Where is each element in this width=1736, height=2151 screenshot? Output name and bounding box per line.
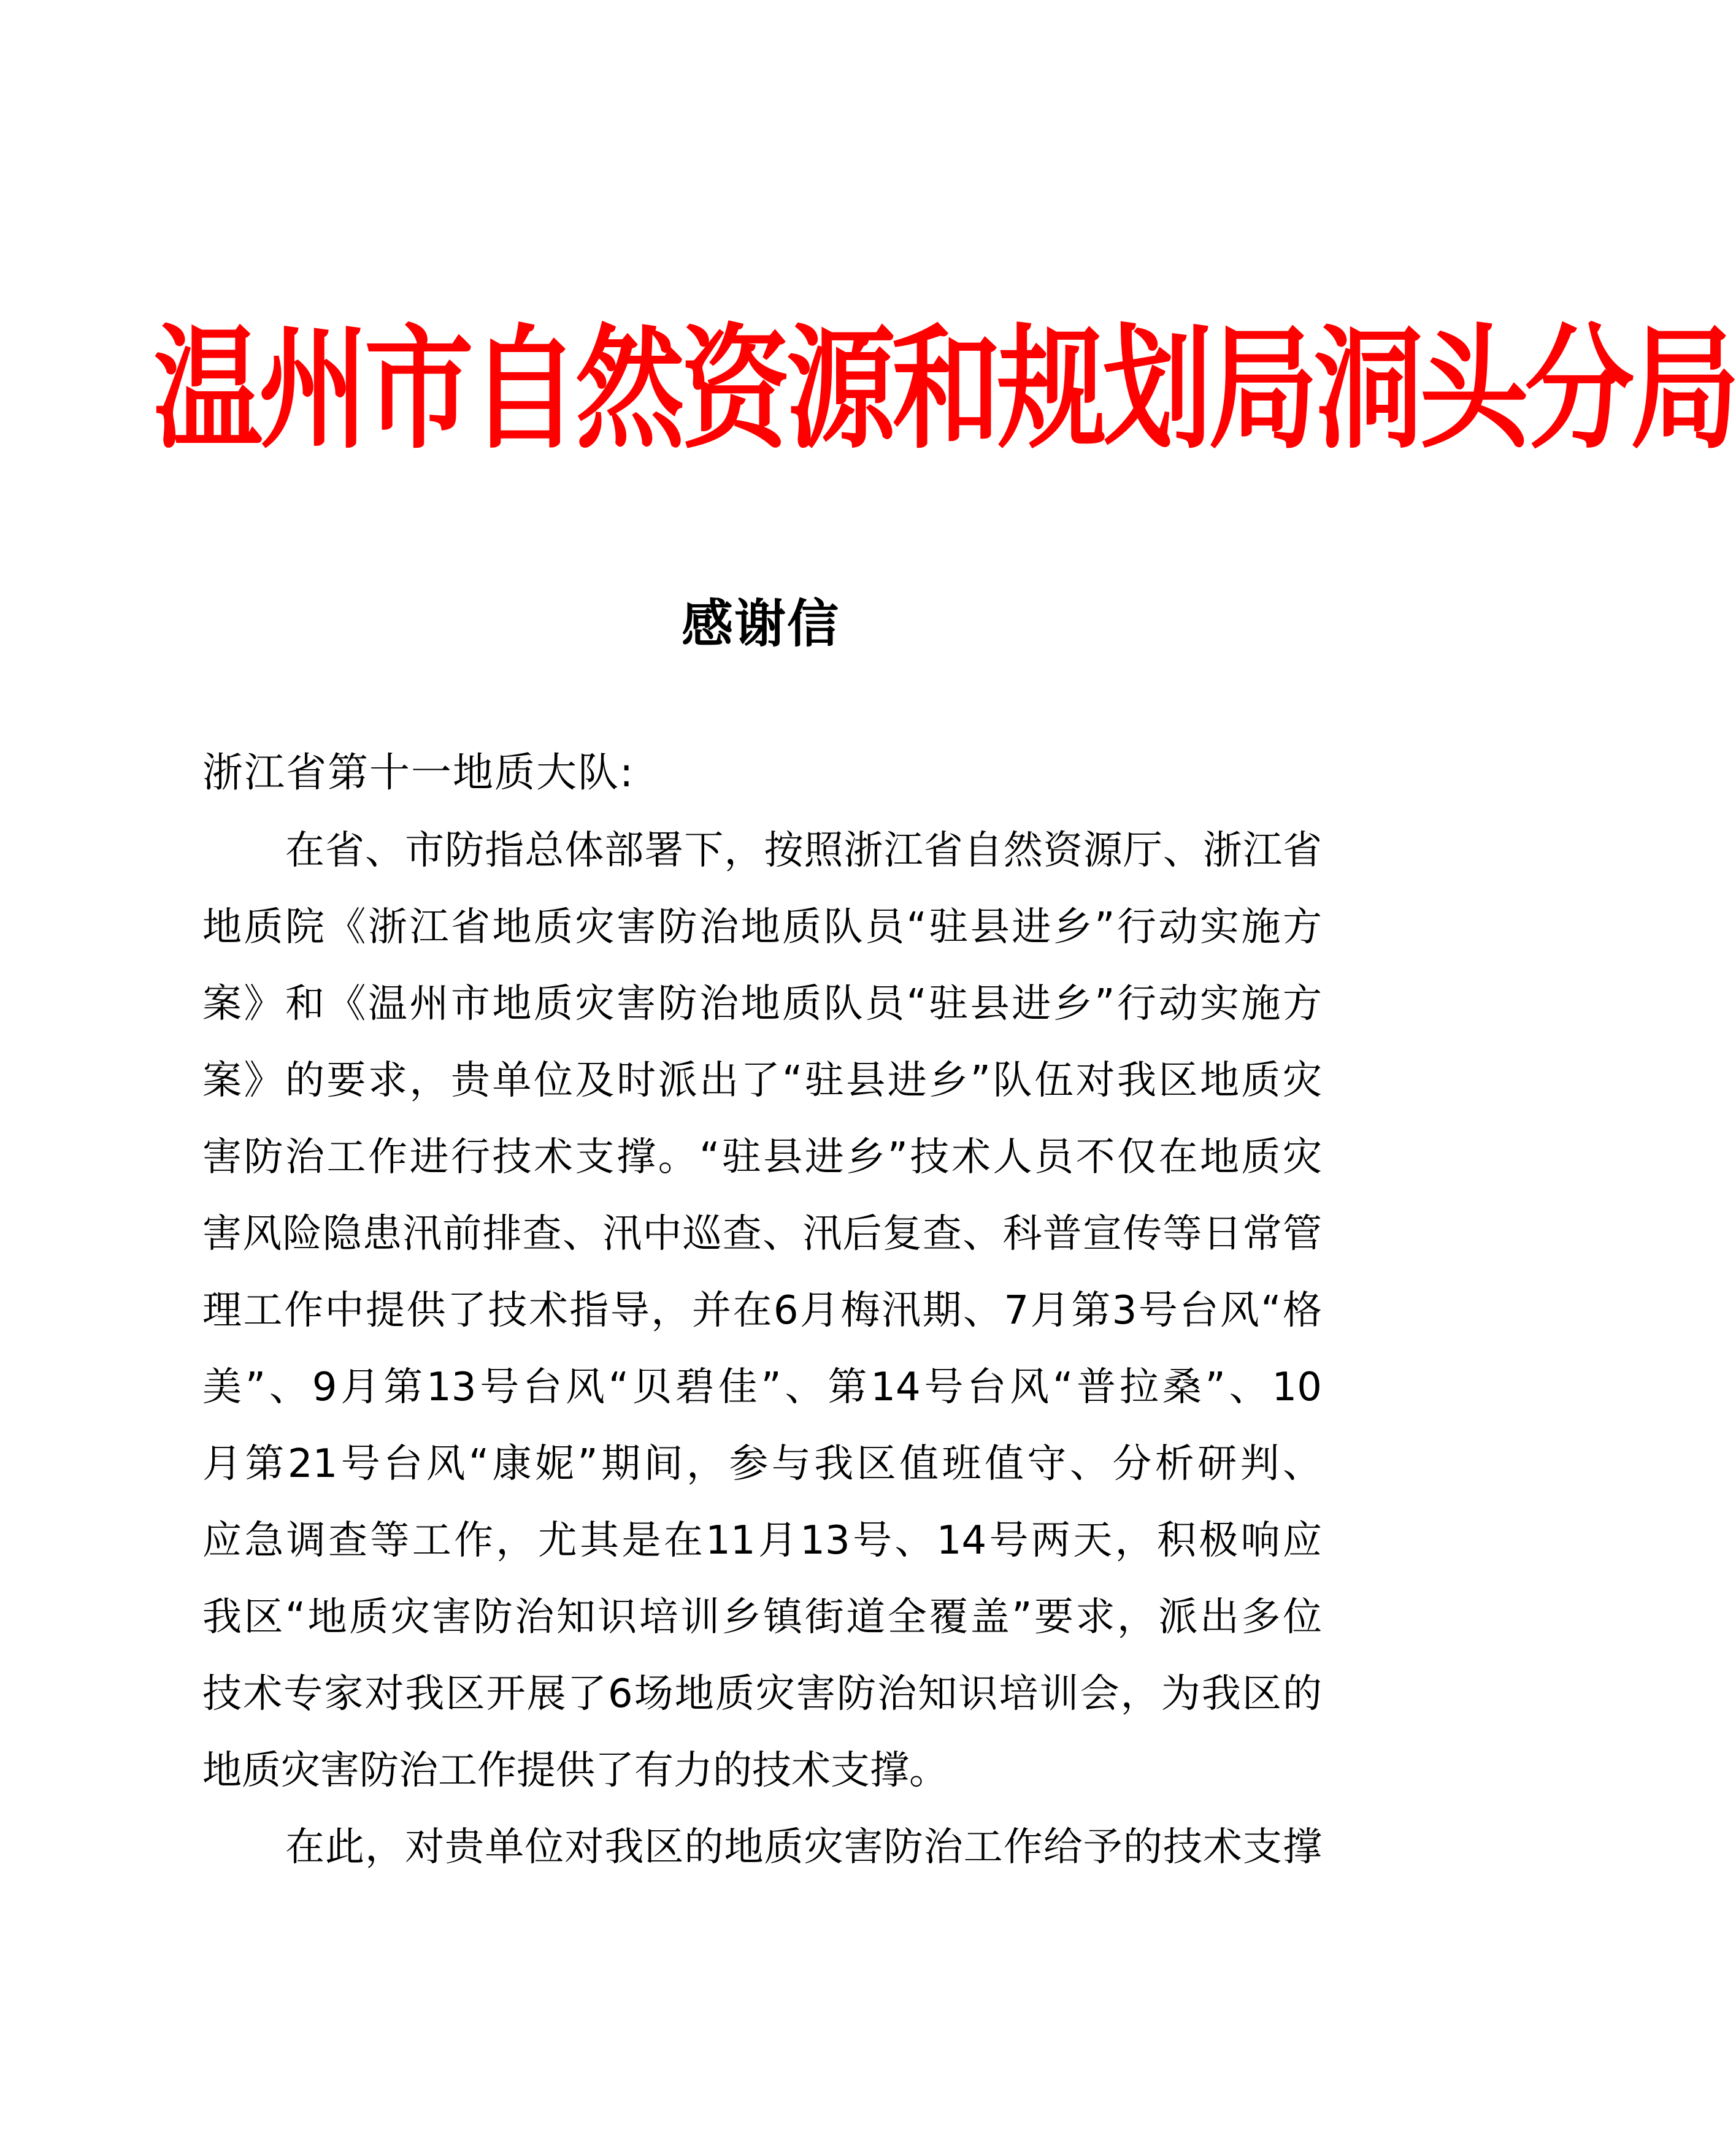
salutation: 浙江省第十一地质大队: [202, 749, 635, 796]
letter-title: 感谢信 [681, 593, 840, 654]
body-line: 在此，对贵单位对我区的地质灾害防治工作给予的技术支撑 [285, 1825, 1322, 1870]
body-line: 理工作中提供了技术指导，并在6月梅汛期、7月第3号台风“格 [202, 1288, 1322, 1333]
body-line: 案》的要求，贵单位及时派出了“驻县进乡”队伍对我区地质灾 [202, 1058, 1322, 1103]
organization-header: 温州市自然资源和规划局洞头分局 [153, 310, 1736, 467]
body-line: 地质院《浙江省地质灾害防治地质队员“驻县进乡”行动实施方 [202, 905, 1322, 950]
body-line: 在省、市防指总体部署下，按照浙江省自然资源厅、浙江省 [285, 828, 1322, 873]
body-line: 美”、9月第13号台风“贝碧佳”、第14号台风“普拉桑”、10 [202, 1365, 1322, 1410]
body-line: 技术专家对我区开展了6场地质灾害防治知识培训会，为我区的 [202, 1671, 1322, 1717]
body-line: 地质灾害防治工作提供了有力的技术支撑。 [202, 1748, 948, 1793]
body-line: 月第21号台风“康妮”期间，参与我区值班值守、分析研判、 [202, 1441, 1322, 1487]
letter-body [202, 813, 1322, 1886]
body-line: 案》和《温州市地质灾害防治地质队员“驻县进乡”行动实施方 [202, 981, 1322, 1027]
body-line: 害防治工作进行技术支撑。“驻县进乡”技术人员不仅在地质灾 [202, 1135, 1322, 1180]
body-line: 应急调查等工作，尤其是在11月13号、14号两天，积极响应 [202, 1518, 1322, 1563]
body-line: 我区“地质灾害防治知识培训乡镇街道全覆盖”要求，派出多位 [202, 1595, 1322, 1640]
body-line: 害风险隐患汛前排查、汛中巡查、汛后复查、科普宣传等日常管 [202, 1211, 1322, 1257]
